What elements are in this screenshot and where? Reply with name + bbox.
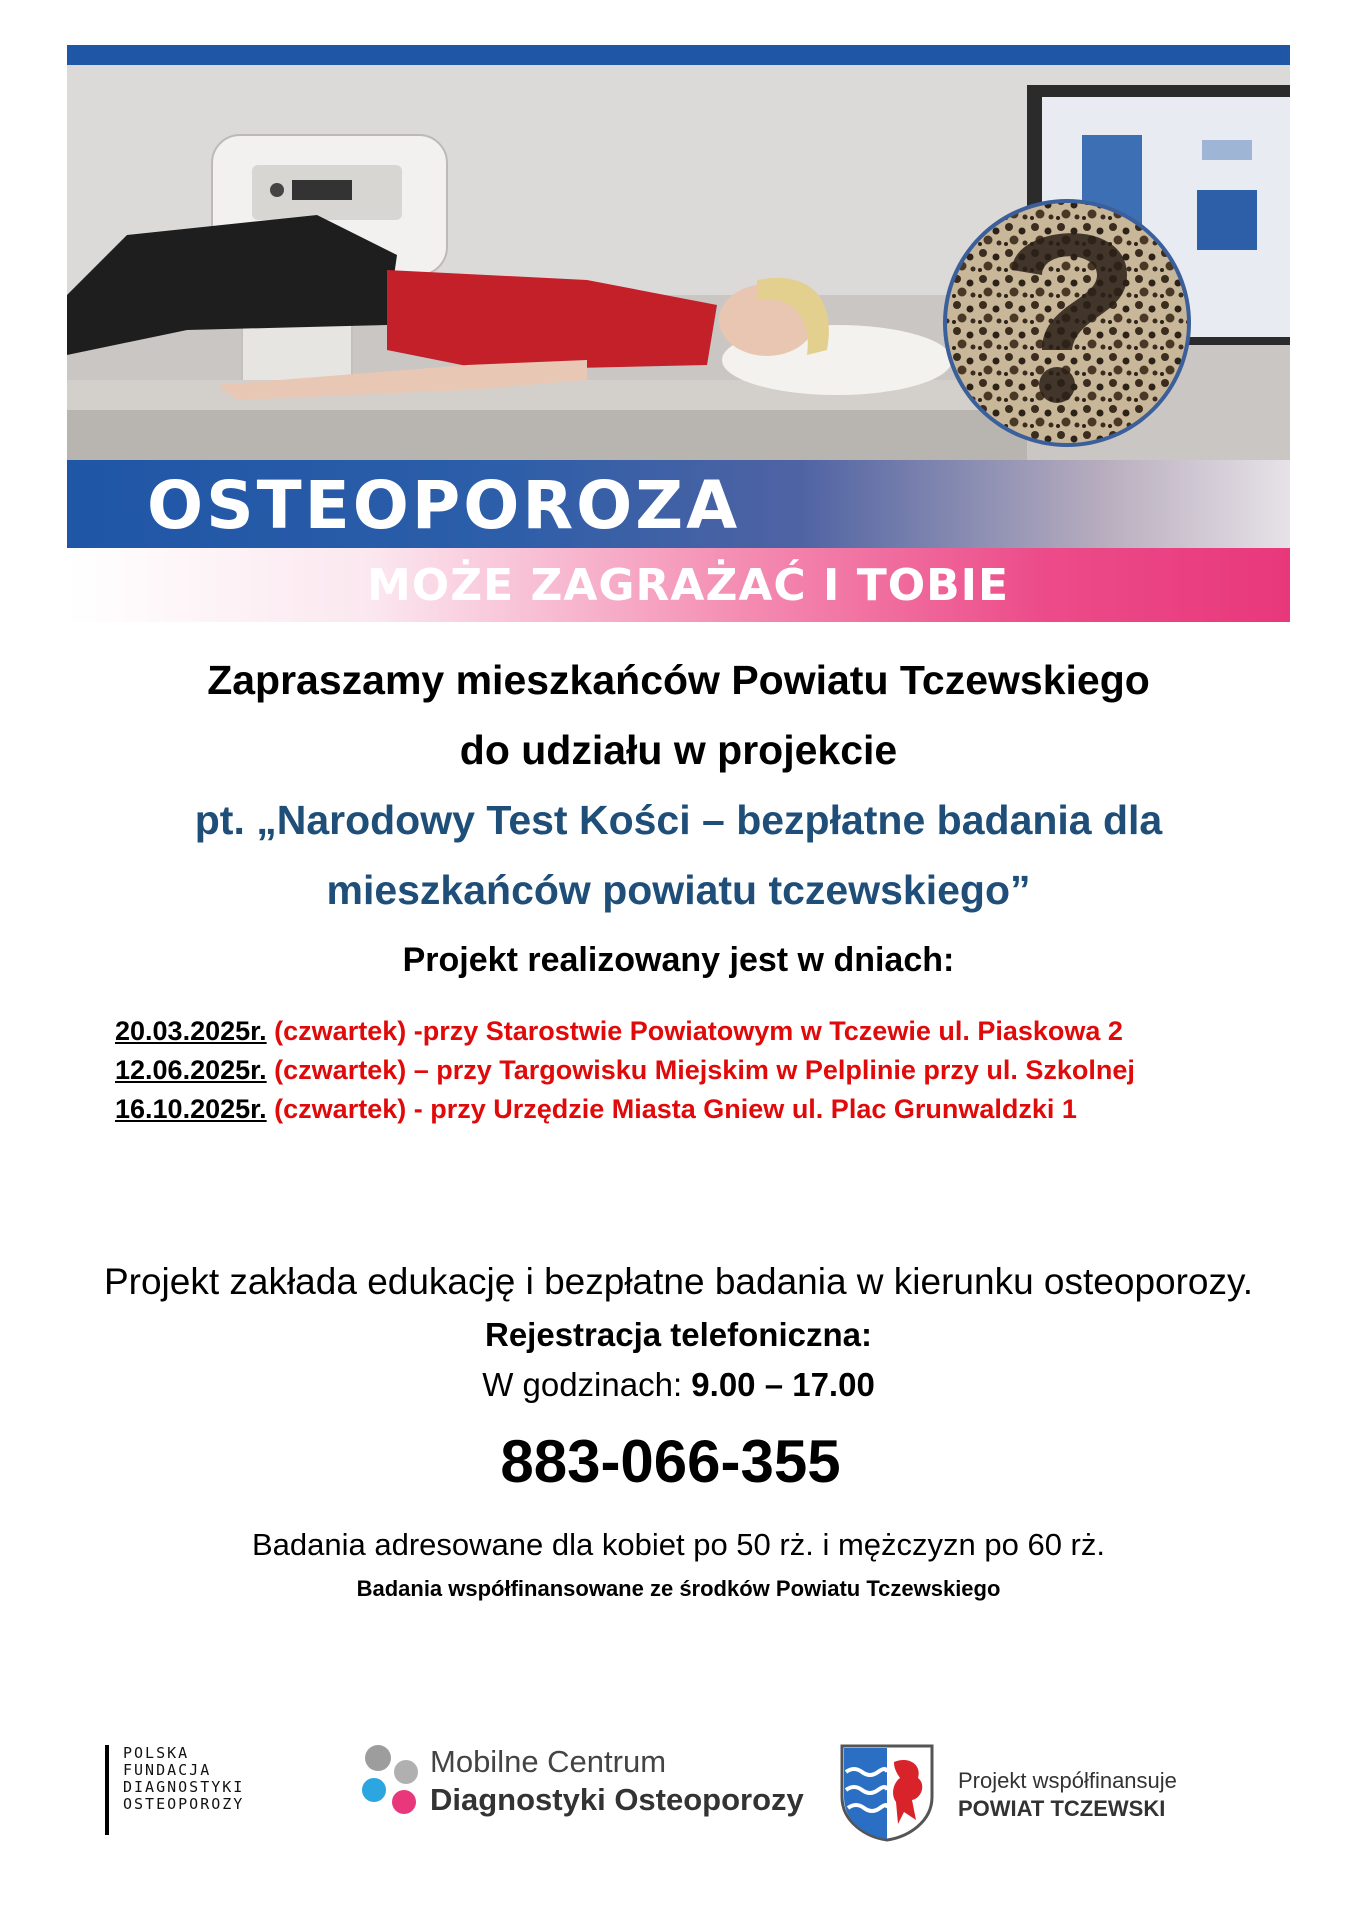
project-name-line-1: pt. „Narodowy Test Kości – bezpłatne badania dla: [194, 797, 1163, 843]
invitation-line-2: do udziału w projekcie: [459, 727, 898, 773]
date-row: [115, 1051, 1345, 1090]
banner-subtitle-bar: [67, 548, 1290, 622]
mcdo-logo-line-1: Mobilne Centrum: [430, 1744, 667, 1779]
hours-label: W godzinach:: [482, 1366, 683, 1403]
powiat-logo-line-1: Projekt współfinansuje: [958, 1768, 1177, 1793]
dates-heading: Projekt realizowany jest w dniach:: [402, 941, 955, 979]
invitation-line-1: Zapraszamy mieszkańców Powiatu Tczewskiego: [207, 657, 1150, 703]
pfdo-logo-line: POLSKA: [123, 1744, 190, 1762]
registration-heading: Rejestracja telefoniczna:: [485, 1316, 872, 1353]
banner-title-bar: [67, 460, 1290, 548]
pfdo-logo: [105, 1745, 305, 1835]
event-description: (czwartek) - przy Urzędzie Miasta Gniew ul. Plac Grunwaldzki 1: [274, 1094, 1077, 1124]
banner-photo: [67, 65, 1290, 460]
banner-top-stripe: [67, 45, 1290, 65]
hours-value: 9.00 – 17.00: [691, 1366, 875, 1403]
banner-title: OSTEOPOROZA: [147, 467, 741, 544]
hero-banner: [67, 45, 1290, 611]
event-description: (czwartek) – przy Targowisku Miejskim w Pelplinie przy ul. Szkolnej: [274, 1055, 1135, 1085]
phone-number-text: 883-066-355: [500, 1428, 841, 1495]
event-date: 20.03.2025r.: [115, 1016, 267, 1046]
event-date: 12.06.2025r.: [115, 1055, 267, 1085]
cofinance-text: Badania współfinansowane ze środków Powiatu Tczewskiego: [356, 1576, 1001, 1601]
target-group-text: Badania adresowane dla kobiet po 50 rż. i mężczyzn po 60 rż.: [252, 1527, 1105, 1562]
dates-list: [115, 1012, 1345, 1129]
registration-hours: [0, 1360, 1357, 1410]
mcdo-logo: [358, 1740, 818, 1830]
education-text: Projekt zakłada edukację i bezpłatne badania w kierunku osteoporozy.: [103, 1261, 1254, 1302]
pfdo-logo-line: OSTEOPOROZY: [123, 1795, 245, 1813]
pfdo-logo-line: DIAGNOSTYKI: [123, 1778, 245, 1796]
mcdo-logo-line-2: Diagnostyki Osteoporozy: [430, 1782, 804, 1817]
invitation-text: [0, 645, 1357, 785]
banner-subtitle: MOŻE ZAGRAŻAĆ I TOBIE: [367, 560, 1010, 611]
powiat-logo-line-2: POWIAT TCZEWSKI: [958, 1796, 1166, 1821]
event-date: 16.10.2025r.: [115, 1094, 267, 1124]
date-row: [115, 1012, 1345, 1051]
project-name: [0, 785, 1357, 925]
mcdo-dots-icon: [358, 1740, 428, 1820]
date-row: [115, 1090, 1345, 1129]
pfdo-logo-line: FUNDACJA: [123, 1761, 212, 1779]
powiat-crest-icon: [838, 1742, 936, 1842]
event-description: (czwartek) -przy Starostwie Powiatowym w Tczewie ul. Piaskowa 2: [274, 1016, 1123, 1046]
densitometry-scene-illustration: [67, 65, 1290, 460]
project-name-line-2: mieszkańców powiatu tczewskiego”: [326, 867, 1031, 913]
phone-number: [0, 1422, 1357, 1502]
powiat-logo: [838, 1742, 1258, 1842]
